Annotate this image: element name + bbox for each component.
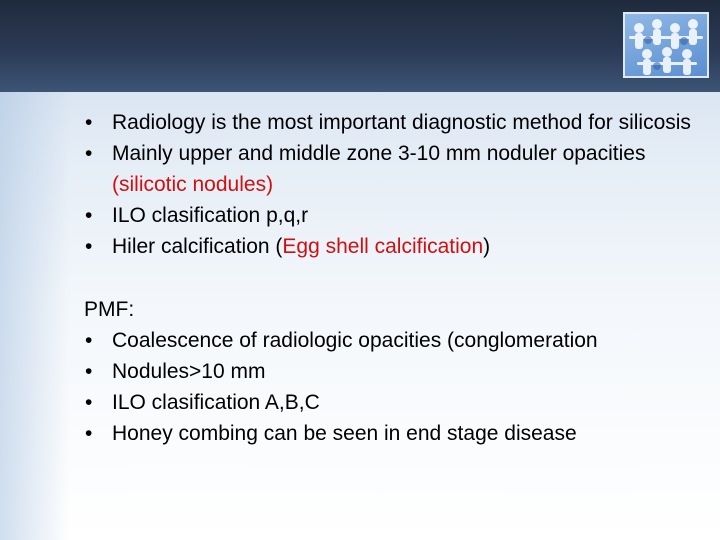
- bullet-icon: •: [85, 422, 93, 445]
- list-item: [84, 418, 694, 449]
- list-item-text: Nodules>10 mm: [112, 360, 266, 383]
- people-holding-hands-icon: [623, 12, 709, 78]
- section-heading-pmf: PMF:: [84, 298, 135, 321]
- list-item-text: ILO clasification p,q,r: [112, 204, 309, 227]
- left-glow: [0, 92, 70, 540]
- list-item-text: Hiler calcification (: [112, 235, 283, 258]
- bullet-icon: •: [85, 204, 93, 227]
- list-item: [84, 356, 694, 387]
- bullet-icon: •: [85, 235, 93, 258]
- bullet-icon: •: [85, 111, 93, 134]
- bullet-icon: •: [85, 391, 93, 414]
- highlighted-text: (silicotic nodules): [112, 173, 274, 196]
- title-band: [0, 0, 720, 92]
- list-item: [84, 200, 694, 231]
- bullet-list-radiology: [84, 107, 694, 262]
- highlighted-text: Egg shell calcification: [282, 235, 484, 258]
- list-item-text: ILO clasification A,B,C: [112, 391, 320, 414]
- bullet-icon: •: [85, 142, 93, 165]
- list-item: [84, 231, 694, 262]
- slide-body: [84, 107, 694, 449]
- list-item: [84, 325, 694, 356]
- bullet-icon: •: [85, 360, 93, 383]
- list-item: [84, 138, 694, 200]
- list-item: [84, 107, 694, 138]
- bullet-icon: •: [85, 329, 93, 352]
- section-gap: [84, 262, 694, 294]
- list-item-text: Mainly upper and middle zone 3-10 mm noduler opacities: [112, 142, 646, 165]
- list-item-text: Honey combing can be seen in end stage disease: [112, 422, 577, 445]
- bullet-list-pmf: [84, 325, 694, 449]
- list-item: [84, 387, 694, 418]
- list-item-text: Radiology is the most important diagnostic method for silicosis: [112, 111, 691, 134]
- list-item-text: Coalescence of radiologic opacities (conglomeration: [112, 329, 598, 352]
- list-item-text-suffix: ): [483, 235, 491, 258]
